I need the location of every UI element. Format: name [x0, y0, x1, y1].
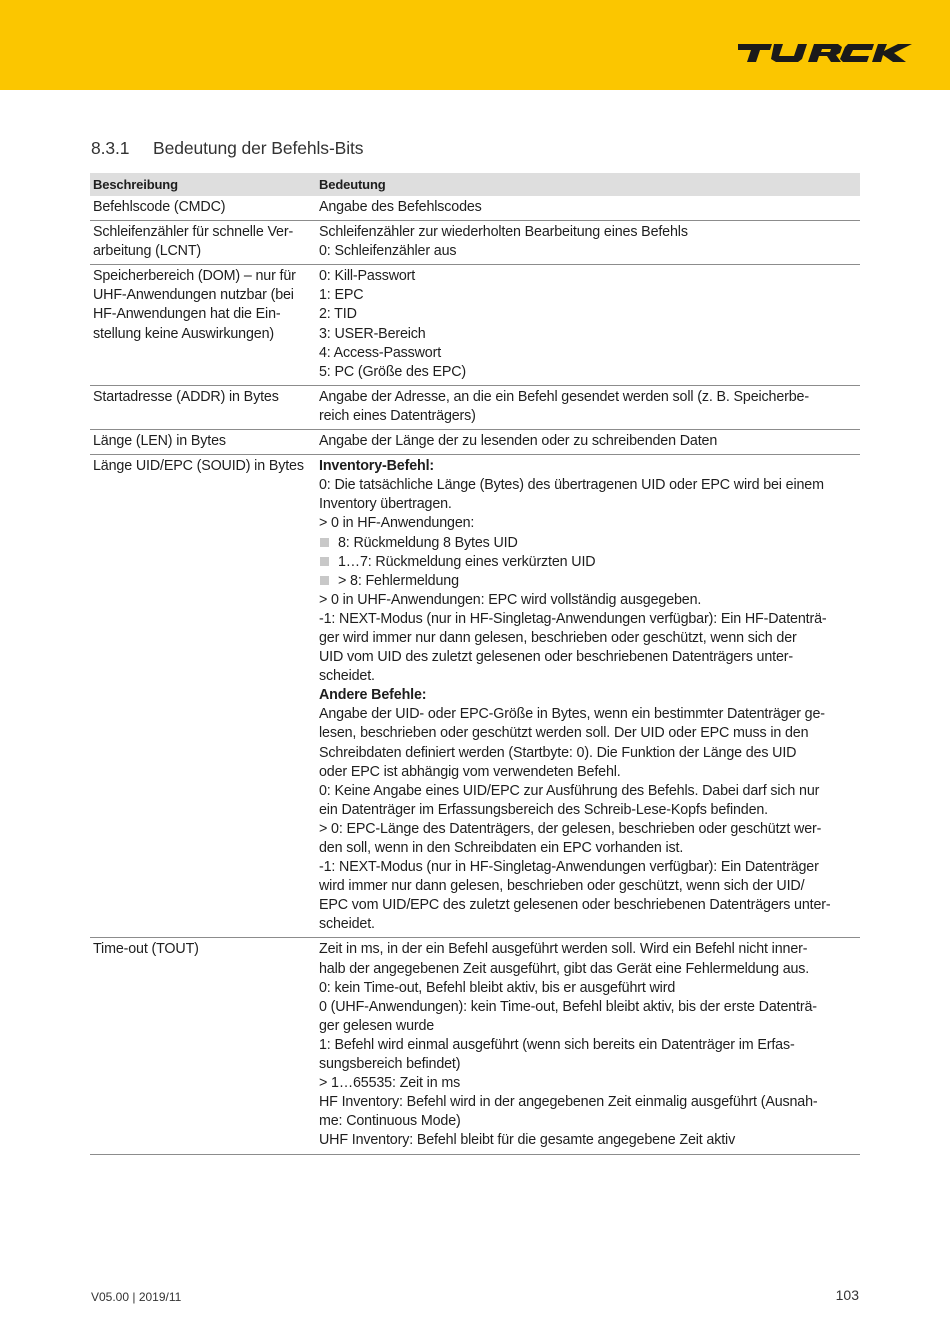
meaning-line: 1: EPC [319, 287, 364, 304]
section-number: 8.3.1 [91, 138, 130, 158]
meaning-line: den soll, wenn in den Schreibdaten ein EPC vorhanden ist. [319, 840, 684, 856]
meaning-line: 1: Befehl wird einmal ausgeführt (wenn sich bereits ein Datenträger im Erfas- [319, 1036, 795, 1053]
description-cell [90, 221, 316, 265]
description-line: HF-Anwendungen hat die Ein- [93, 306, 281, 323]
meaning-line: scheidet. [319, 916, 375, 933]
meaning-line: HF Inventory: Befehl wird in der angegebenen Zeit einmalig ausgeführt (Ausnah- [319, 1094, 818, 1111]
column-header-meaning: Bedeutung [316, 173, 860, 196]
meaning-line: Schreibdaten definiert werden (Startbyte: 0). Die Funktion der Länge des UID [319, 744, 797, 761]
meaning-line: EPC vom UID/EPC des zuletzt gelesenen oder beschriebenen Datenträgers unter- [319, 897, 831, 914]
meaning-line: > 0: EPC-Länge des Datenträgers, der gelesen, beschrieben oder geschützt wer- [319, 820, 822, 837]
meaning-cell [316, 938, 860, 1154]
meaning-line: 4: Access-Passwort [319, 344, 442, 361]
meaning-line: scheidet. [319, 668, 375, 685]
description-line: stellung keine Auswirkungen) [93, 325, 274, 342]
meaning-line: 0 (UHF-Anwendungen): kein Time-out, Befehl bleibt aktiv, bis der erste Datenträ- [319, 998, 817, 1015]
table-row [90, 430, 860, 455]
table-row [90, 265, 860, 386]
meaning-line: Schleifenzähler zur wiederholten Bearbeitung eines Befehls [319, 224, 688, 241]
meaning-line: Angabe der Adresse, an die ein Befehl gesendet werden soll (z. B. Speicherbe- [319, 388, 809, 405]
meaning-line: halb der angegebenen Zeit ausgeführt, gibt das Gerät eine Fehlermeldung aus. [319, 960, 810, 977]
bullet-text: > 8: Fehlermeldung [338, 572, 459, 589]
meaning-cell [316, 196, 860, 221]
meaning-cell [316, 455, 860, 938]
square-bullet-icon [320, 538, 329, 547]
table-header-row [90, 173, 860, 196]
meaning-line: reich eines Datenträgers) [319, 407, 476, 424]
meaning-line: Angabe der UID- oder EPC-Größe in Bytes, wenn ein bestimmter Datenträger ge- [319, 706, 825, 723]
meaning-line: me: Continuous Mode) [319, 1113, 461, 1130]
meaning-line: ein Datenträger im Erfassungsbereich des Schreib-Lese-Kopfs befinden. [319, 801, 768, 818]
meaning-line: 2: TID [319, 306, 357, 323]
meaning-line: 0: Keine Angabe eines UID/EPC zur Ausführung des Befehls. Dabei darf sich nur [319, 782, 820, 799]
table-body [90, 196, 860, 1154]
meaning-line: 0: Die tatsächliche Länge (Bytes) des übertragenen UID oder EPC wird bei einem [319, 477, 824, 494]
meaning-line: UHF Inventory: Befehl bleibt für die gesamte angegebene Zeit aktiv [319, 1132, 736, 1149]
meaning-line: UID vom UID des zuletzt gelesenen oder beschriebenen Datenträgers unter- [319, 649, 793, 666]
meaning-line: 3: USER-Bereich [319, 325, 426, 342]
section-title: Bedeutung der Befehls-Bits [153, 138, 364, 158]
meaning-line: ger gelesen wurde [319, 1017, 435, 1034]
command-bits-table [90, 173, 860, 1155]
meaning-line: > 0 in HF-Anwendungen: [319, 515, 475, 532]
turck-logo [738, 40, 913, 66]
description-line: Befehlscode (CMDC) [93, 199, 226, 215]
description-cell [90, 430, 316, 455]
meaning-cell [316, 430, 860, 455]
bullet-item [319, 553, 857, 572]
column-header-description: Beschreibung [90, 173, 316, 196]
meaning-cell [316, 265, 860, 386]
description-line: UHF-Anwendungen nutzbar (bei [93, 287, 294, 304]
description-line: arbeitung (LCNT) [93, 243, 202, 260]
meaning-cell [316, 221, 860, 265]
footer-version: V05.00 | 2019/11 [91, 1290, 182, 1304]
subheading: Inventory-Befehl: [319, 458, 435, 475]
description-cell [90, 938, 316, 1154]
meaning-line: 0: kein Time-out, Befehl bleibt aktiv, bis er ausgeführt wird [319, 979, 676, 996]
turck-logo-wordmark [738, 40, 913, 66]
bullet-item [319, 572, 857, 591]
section-heading [91, 138, 363, 159]
description-line: Startadresse (ADDR) in Bytes [93, 388, 279, 405]
meaning-line: ger wird immer nur dann gelesen, beschrieben oder geschützt, wenn sich der [319, 629, 797, 646]
meaning-line: oder EPC ist abhängig vom verwendeten Befehl. [319, 763, 621, 780]
description-line: Speicherbereich (DOM) – nur für [93, 268, 296, 285]
description-line: Länge UID/EPC (SOUID) in Bytes [93, 458, 304, 475]
description-line: Länge (LEN) in Bytes [93, 433, 226, 450]
description-cell [90, 455, 316, 938]
square-bullet-icon [320, 557, 329, 566]
page-number: 103 [835, 1287, 859, 1303]
bullet-text: 8: Rückmeldung 8 Bytes UID [338, 534, 518, 551]
meaning-line: -1: NEXT-Modus (nur in HF-Singletag-Anwendungen verfügbar): Ein Datenträger [319, 859, 819, 876]
subheading: Andere Befehle: [319, 687, 427, 704]
meaning-line: sungsbereich befindet) [319, 1056, 461, 1073]
square-bullet-icon [320, 576, 329, 585]
description-line: Time-out (TOUT) [93, 941, 199, 958]
table-row [90, 938, 860, 1154]
table-row [90, 455, 860, 938]
meaning-line: Angabe der Länge der zu lesenden oder zu schreibenden Daten [319, 433, 718, 450]
bullet-item [319, 534, 857, 553]
meaning-line: 5: PC (Größe des EPC) [319, 363, 467, 380]
meaning-line: -1: NEXT-Modus (nur in HF-Singletag-Anwendungen verfügbar): Ein HF-Datenträ- [319, 610, 827, 627]
meaning-line: wird immer nur dann gelesen, beschrieben oder geschützt, wenn sich der UID/ [319, 878, 805, 895]
description-line: Schleifenzähler für schnelle Ver- [93, 224, 294, 241]
meaning-line: > 0 in UHF-Anwendungen: EPC wird vollständig ausgegeben. [319, 591, 702, 608]
meaning-line: Angabe des Befehlscodes [319, 199, 482, 215]
table-row [90, 196, 860, 221]
table-row [90, 221, 860, 265]
description-cell [90, 265, 316, 386]
description-cell [90, 196, 316, 221]
meaning-line: 0: Kill-Passwort [319, 268, 416, 285]
table-row [90, 385, 860, 429]
meaning-cell [316, 385, 860, 429]
bullet-text: 1…7: Rückmeldung eines verkürzten UID [338, 553, 596, 570]
meaning-line: Inventory übertragen. [319, 496, 452, 513]
meaning-line: Zeit in ms, in der ein Befehl ausgeführt werden soll. Wird ein Befehl nicht inner- [319, 941, 808, 958]
meaning-line: > 1…65535: Zeit in ms [319, 1075, 461, 1092]
meaning-line: 0: Schleifenzähler aus [319, 243, 457, 260]
description-cell [90, 385, 316, 429]
meaning-line: lesen, beschrieben oder geschützt werden soll. Der UID oder EPC muss in den [319, 725, 809, 742]
